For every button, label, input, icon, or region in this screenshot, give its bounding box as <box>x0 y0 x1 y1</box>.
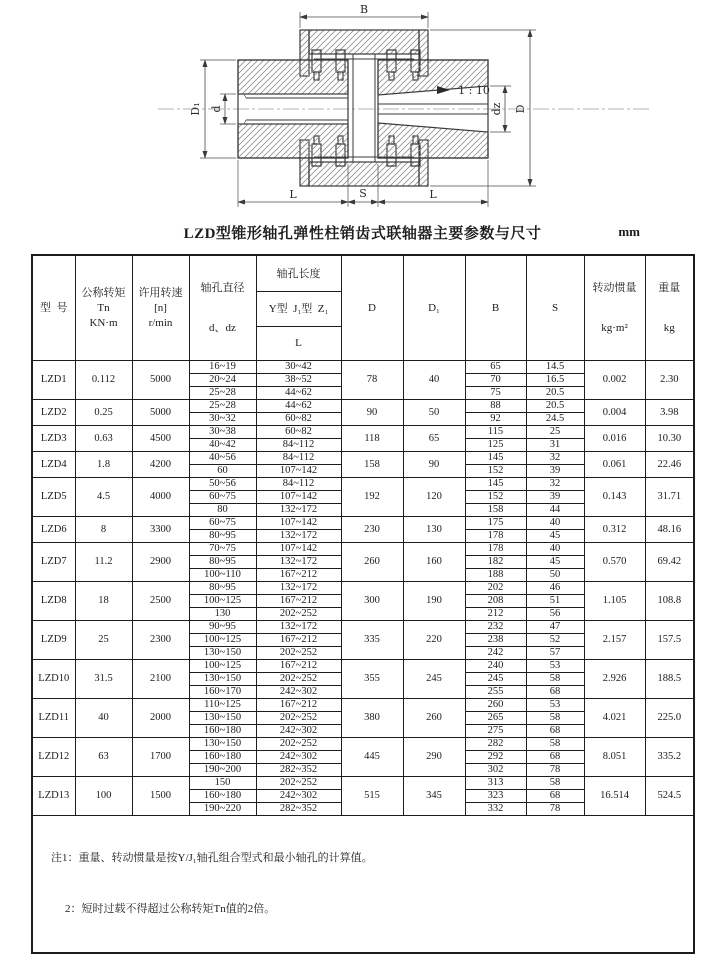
bore-length-cell: 44~62 <box>256 387 341 400</box>
page-title: LZD型锥形轴孔弹性柱销齿式联轴器主要参数与尺寸 <box>183 226 542 242</box>
inertia-cell: 0.312 <box>584 517 645 543</box>
bore-diameter-cell: 190~220 <box>189 803 256 816</box>
dim-d1-cell: 245 <box>403 660 465 699</box>
dim-b-cell: 188 <box>465 569 526 582</box>
dim-b-cell: 152 <box>465 491 526 504</box>
bore-diameter-cell: 130~150 <box>189 647 256 660</box>
speed-cell: 3300 <box>132 517 189 543</box>
dim-b-cell: 275 <box>465 725 526 738</box>
speed-cell: 2900 <box>132 543 189 582</box>
bore-diameter-cell: 40~56 <box>189 452 256 465</box>
table-row <box>32 621 694 634</box>
bore-diameter-cell: 110~125 <box>189 699 256 712</box>
inertia-cell: 0.061 <box>584 452 645 478</box>
bore-length-cell: 202~252 <box>256 777 341 790</box>
inertia-cell: 0.016 <box>584 426 645 452</box>
weight-cell: 69.42 <box>645 543 694 582</box>
dim-d1-cell: 120 <box>403 478 465 517</box>
dim-s-cell: 78 <box>526 764 584 777</box>
bore-length-cell: 132~172 <box>256 504 341 517</box>
dim-b-cell: 260 <box>465 699 526 712</box>
dim-dz-label: dz <box>490 102 503 116</box>
header-weight <box>645 255 694 361</box>
speed-cell: 4200 <box>132 452 189 478</box>
header-torque <box>75 255 132 361</box>
dim-D-label: D <box>514 104 527 114</box>
torque-cell: 18 <box>75 582 132 621</box>
bore-length-cell: 167~212 <box>256 660 341 673</box>
bore-diameter-cell: 30~38 <box>189 426 256 439</box>
dim-d1-cell: 65 <box>403 426 465 452</box>
torque-cell: 25 <box>75 621 132 660</box>
dim-s-cell: 16.5 <box>526 374 584 387</box>
weight-cell: 3.98 <box>645 400 694 426</box>
header-S: S <box>526 255 584 361</box>
torque-cell: 0.63 <box>75 426 132 452</box>
torque-cell: 11.2 <box>75 543 132 582</box>
speed-cell: 4500 <box>132 426 189 452</box>
bore-length-cell: 202~252 <box>256 712 341 725</box>
bore-length-cell: 60~82 <box>256 413 341 426</box>
bore-length-cell: 167~212 <box>256 634 341 647</box>
bore-diameter-cell: 160~180 <box>189 790 256 803</box>
dim-s-cell: 68 <box>526 790 584 803</box>
bore-diameter-cell: 40~42 <box>189 439 256 452</box>
dim-s-cell: 40 <box>526 543 584 556</box>
header-torque-line1: 公称转矩 <box>81 287 126 299</box>
bore-diameter-cell: 190~200 <box>189 764 256 777</box>
header-bore-diameter-line1: 轴孔直径 <box>200 282 245 294</box>
bore-length-cell: 282~352 <box>256 803 341 816</box>
model-cell: LZD13 <box>32 777 75 816</box>
dim-s-cell: 52 <box>526 634 584 647</box>
header-weight-line2: kg <box>663 322 675 334</box>
header-bore-diameter-line2: d、dz <box>209 322 236 334</box>
weight-cell: 2.30 <box>645 361 694 400</box>
bore-length-cell: 167~212 <box>256 595 341 608</box>
table-row <box>32 517 694 530</box>
bore-length-cell: 282~352 <box>256 764 341 777</box>
bore-diameter-cell: 130~150 <box>189 673 256 686</box>
dim-s-cell: 40 <box>526 517 584 530</box>
sleeve-top-band <box>309 30 419 54</box>
note-1: 注1：重量、转动惯量是按Y/J₁轴孔组合型式和最小轴孔的计算值。 <box>51 852 373 864</box>
dim-s-cell: 68 <box>526 725 584 738</box>
bore-diameter-cell: 20~24 <box>189 374 256 387</box>
table-row <box>32 426 694 439</box>
table-row <box>32 777 694 790</box>
model-cell: LZD10 <box>32 660 75 699</box>
table-row <box>32 400 694 413</box>
model-cell: LZD6 <box>32 517 75 543</box>
dim-b-cell: 208 <box>465 595 526 608</box>
dim-b-cell: 255 <box>465 686 526 699</box>
header-speed-line2: [n] <box>154 302 167 314</box>
bore-length-cell: 60~82 <box>256 426 341 439</box>
dim-s-cell: 45 <box>526 530 584 543</box>
dim-s-cell: 53 <box>526 660 584 673</box>
bore-diameter-cell: 80~95 <box>189 556 256 569</box>
header-bore-diameter <box>189 255 256 361</box>
dim-d1-cell: 345 <box>403 777 465 816</box>
dim-s-cell: 68 <box>526 751 584 764</box>
dim-s-cell: 31 <box>526 439 584 452</box>
bore-diameter-cell: 25~28 <box>189 400 256 413</box>
bore-diameter-cell: 60 <box>189 465 256 478</box>
speed-cell: 2500 <box>132 582 189 621</box>
bore-length-cell: 202~252 <box>256 673 341 686</box>
table-row <box>32 543 694 556</box>
dim-s-cell: 58 <box>526 777 584 790</box>
dim-d1-cell: 50 <box>403 400 465 426</box>
dim-d-label: d <box>210 105 223 113</box>
inertia-cell: 2.157 <box>584 621 645 660</box>
unit-label: mm <box>618 224 640 239</box>
bore-diameter-cell: 160~170 <box>189 686 256 699</box>
bore-length-cell: 107~142 <box>256 543 341 556</box>
dim-s-cell: 58 <box>526 673 584 686</box>
bore-diameter-cell: 150 <box>189 777 256 790</box>
dim-d1-cell: 260 <box>403 699 465 738</box>
dim-s-cell: 39 <box>526 465 584 478</box>
dim-s-cell: 44 <box>526 504 584 517</box>
bore-length-cell: 132~172 <box>256 556 341 569</box>
dim-b-cell: 65 <box>465 361 526 374</box>
table-row <box>32 660 694 673</box>
weight-cell: 10.30 <box>645 426 694 452</box>
bore-length-cell: 132~172 <box>256 582 341 595</box>
dim-d1-cell: 190 <box>403 582 465 621</box>
dim-s-cell: 20.5 <box>526 387 584 400</box>
bore-diameter-cell: 80 <box>189 504 256 517</box>
dim-b-cell: 212 <box>465 608 526 621</box>
dim-s-cell: 32 <box>526 478 584 491</box>
dim-s-cell: 24.5 <box>526 413 584 426</box>
dim-s-cell: 32 <box>526 452 584 465</box>
dim-b-cell: 125 <box>465 439 526 452</box>
dim-b-cell: 75 <box>465 387 526 400</box>
dim-d-cell: 78 <box>341 361 403 400</box>
inertia-cell: 0.143 <box>584 478 645 517</box>
dim-d-cell: 158 <box>341 452 403 478</box>
inertia-cell: 8.051 <box>584 738 645 777</box>
dim-d1-cell: 130 <box>403 517 465 543</box>
dim-d-cell: 335 <box>341 621 403 660</box>
model-cell: LZD5 <box>32 478 75 517</box>
speed-cell: 4000 <box>132 478 189 517</box>
dim-b-cell: 323 <box>465 790 526 803</box>
bore-length-cell: 202~252 <box>256 738 341 751</box>
dim-d1-cell: 160 <box>403 543 465 582</box>
dim-L-right-label: L <box>429 188 437 201</box>
bore-length-cell: 30~42 <box>256 361 341 374</box>
header-bore-length: 轴孔长度 <box>256 255 341 292</box>
model-cell: LZD1 <box>32 361 75 400</box>
bore-diameter-cell: 50~56 <box>189 478 256 491</box>
inertia-cell: 2.926 <box>584 660 645 699</box>
header-speed-line3: r/min <box>148 317 173 329</box>
model-cell: LZD2 <box>32 400 75 426</box>
dim-b-cell: 313 <box>465 777 526 790</box>
speed-cell: 2100 <box>132 660 189 699</box>
model-cell: LZD7 <box>32 543 75 582</box>
dim-b-cell: 182 <box>465 556 526 569</box>
bore-diameter-cell: 100~110 <box>189 569 256 582</box>
dim-b-cell: 238 <box>465 634 526 647</box>
bore-length-cell: 84~112 <box>256 452 341 465</box>
torque-cell: 63 <box>75 738 132 777</box>
bore-diameter-cell: 25~28 <box>189 387 256 400</box>
bore-diameter-cell: 100~125 <box>189 660 256 673</box>
torque-cell: 1.8 <box>75 452 132 478</box>
bore-length-cell: 107~142 <box>256 465 341 478</box>
dim-b-cell: 152 <box>465 465 526 478</box>
bore-length-cell: 44~62 <box>256 400 341 413</box>
bore-length-cell: 132~172 <box>256 621 341 634</box>
dim-s-cell: 39 <box>526 491 584 504</box>
model-cell: LZD11 <box>32 699 75 738</box>
dim-d-cell: 380 <box>341 699 403 738</box>
dim-d1-cell: 290 <box>403 738 465 777</box>
inertia-cell: 0.570 <box>584 543 645 582</box>
header-torque-line3: KN·m <box>89 317 118 329</box>
table-row <box>32 452 694 465</box>
dim-L-left-label: L <box>289 188 297 201</box>
coupling-drawing-svg <box>0 0 725 218</box>
bore-diameter-cell: 130~150 <box>189 712 256 725</box>
dim-b-cell: 232 <box>465 621 526 634</box>
bore-length-cell: 107~142 <box>256 491 341 504</box>
inertia-cell: 0.004 <box>584 400 645 426</box>
dim-b-cell: 332 <box>465 803 526 816</box>
bore-diameter-cell: 30~32 <box>189 413 256 426</box>
sleeve-bottom-band <box>309 162 419 186</box>
bore-diameter-cell: 130 <box>189 608 256 621</box>
header-model: 型 号 <box>32 255 75 361</box>
dim-s-cell: 51 <box>526 595 584 608</box>
table-row <box>32 582 694 595</box>
dim-b-cell: 292 <box>465 751 526 764</box>
dim-s-cell: 68 <box>526 686 584 699</box>
bore-length-cell: 107~142 <box>256 517 341 530</box>
dim-d-cell: 118 <box>341 426 403 452</box>
dim-d-cell: 192 <box>341 478 403 517</box>
weight-cell: 48.16 <box>645 517 694 543</box>
note-2: 2：短时过载不得超过公称转矩Tn值的2倍。 <box>65 903 276 915</box>
dim-b-cell: 302 <box>465 764 526 777</box>
dim-b-cell: 178 <box>465 530 526 543</box>
bore-diameter-cell: 100~125 <box>189 634 256 647</box>
table-row <box>32 361 694 374</box>
speed-cell: 5000 <box>132 361 189 400</box>
bore-diameter-cell: 130~150 <box>189 738 256 751</box>
bore-diameter-cell: 100~125 <box>189 595 256 608</box>
dim-d-cell: 230 <box>341 517 403 543</box>
dim-b-cell: 242 <box>465 647 526 660</box>
header-bore-length-types: Y型 J₁型 Z₁ <box>256 292 341 326</box>
inertia-cell: 1.105 <box>584 582 645 621</box>
dim-b-cell: 202 <box>465 582 526 595</box>
dim-d-cell: 355 <box>341 660 403 699</box>
dim-B <box>300 3 428 28</box>
speed-cell: 5000 <box>132 400 189 426</box>
dim-b-cell: 282 <box>465 738 526 751</box>
dim-b-cell: 245 <box>465 673 526 686</box>
dim-D <box>430 30 536 186</box>
dim-d-cell: 260 <box>341 543 403 582</box>
dim-s-cell: 58 <box>526 712 584 725</box>
bore-diameter-cell: 70~75 <box>189 543 256 556</box>
bore-length-cell: 84~112 <box>256 478 341 491</box>
dim-D1-label: D₁ <box>189 102 202 116</box>
torque-cell: 100 <box>75 777 132 816</box>
dim-s-cell: 14.5 <box>526 361 584 374</box>
weight-cell: 31.71 <box>645 478 694 517</box>
dim-d-cell: 90 <box>341 400 403 426</box>
dim-s-cell: 56 <box>526 608 584 621</box>
notes-cell <box>32 816 694 954</box>
dim-d1-cell: 90 <box>403 452 465 478</box>
bore-length-cell: 132~172 <box>256 530 341 543</box>
bore-length-cell: 167~212 <box>256 569 341 582</box>
bore-diameter-cell: 80~95 <box>189 530 256 543</box>
dim-b-cell: 265 <box>465 712 526 725</box>
speed-cell: 2300 <box>132 621 189 660</box>
model-cell: LZD4 <box>32 452 75 478</box>
dim-b-cell: 178 <box>465 543 526 556</box>
dim-s-cell: 47 <box>526 621 584 634</box>
header-row-1 <box>32 255 694 292</box>
bore-diameter-cell: 60~75 <box>189 491 256 504</box>
dim-b-cell: 88 <box>465 400 526 413</box>
bore-length-cell: 242~302 <box>256 790 341 803</box>
model-cell: LZD12 <box>32 738 75 777</box>
table-row <box>32 738 694 751</box>
speed-cell: 1700 <box>132 738 189 777</box>
bore-length-cell: 202~252 <box>256 608 341 621</box>
dim-s-cell: 45 <box>526 556 584 569</box>
dim-s-cell: 57 <box>526 647 584 660</box>
header-D1: D₁ <box>403 255 465 361</box>
inertia-cell: 4.021 <box>584 699 645 738</box>
dim-dz <box>490 86 511 132</box>
bore-length-cell: 242~302 <box>256 725 341 738</box>
taper-ratio-label: 1 : 10 <box>458 84 490 97</box>
speed-cell: 2000 <box>132 699 189 738</box>
dim-b-cell: 240 <box>465 660 526 673</box>
dim-s-cell: 25 <box>526 426 584 439</box>
table-row <box>32 478 694 491</box>
weight-cell: 108.8 <box>645 582 694 621</box>
weight-cell: 22.46 <box>645 452 694 478</box>
model-cell: LZD8 <box>32 582 75 621</box>
dim-b-cell: 115 <box>465 426 526 439</box>
torque-cell: 0.112 <box>75 361 132 400</box>
header-D: D <box>341 255 403 361</box>
dim-b-cell: 145 <box>465 452 526 465</box>
torque-cell: 8 <box>75 517 132 543</box>
dim-s-cell: 78 <box>526 803 584 816</box>
dim-s-cell: 46 <box>526 582 584 595</box>
dim-b-cell: 145 <box>465 478 526 491</box>
dim-b-cell: 70 <box>465 374 526 387</box>
dim-d1-cell: 40 <box>403 361 465 400</box>
bore-diameter-cell: 90~95 <box>189 621 256 634</box>
dim-b-cell: 175 <box>465 517 526 530</box>
header-bore-length-l: L <box>256 326 341 360</box>
dim-s-cell: 50 <box>526 569 584 582</box>
dim-s-cell: 20.5 <box>526 400 584 413</box>
torque-cell: 4.5 <box>75 478 132 517</box>
header-speed-line1: 许用转速 <box>138 287 183 299</box>
notes-row <box>32 816 694 954</box>
bore-diameter-cell: 160~180 <box>189 725 256 738</box>
speed-cell: 1500 <box>132 777 189 816</box>
model-cell: LZD9 <box>32 621 75 660</box>
bore-diameter-cell: 60~75 <box>189 517 256 530</box>
weight-cell: 524.5 <box>645 777 694 816</box>
dim-d-cell: 515 <box>341 777 403 816</box>
weight-cell: 157.5 <box>645 621 694 660</box>
dim-d-cell: 445 <box>341 738 403 777</box>
inertia-cell: 0.002 <box>584 361 645 400</box>
weight-cell: 188.5 <box>645 660 694 699</box>
coupling-section-drawing <box>0 0 725 218</box>
bore-diameter-cell: 80~95 <box>189 582 256 595</box>
dim-S-label: S <box>359 187 367 200</box>
bore-length-cell: 84~112 <box>256 439 341 452</box>
header-weight-line1: 重量 <box>658 282 681 294</box>
bore-length-cell: 242~302 <box>256 686 341 699</box>
torque-cell: 40 <box>75 699 132 738</box>
dim-s-cell: 53 <box>526 699 584 712</box>
header-inertia-line1: 转动惯量 <box>592 282 637 294</box>
weight-cell: 225.0 <box>645 699 694 738</box>
bore-length-cell: 202~252 <box>256 647 341 660</box>
parameters-table <box>31 254 695 954</box>
torque-cell: 0.25 <box>75 400 132 426</box>
dim-s-cell: 58 <box>526 738 584 751</box>
dim-b-cell: 158 <box>465 504 526 517</box>
dim-d1-cell: 220 <box>403 621 465 660</box>
dim-B-label: B <box>359 3 369 16</box>
model-cell: LZD3 <box>32 426 75 452</box>
bore-diameter-cell: 16~19 <box>189 361 256 374</box>
table-row <box>32 699 694 712</box>
torque-cell: 31.5 <box>75 660 132 699</box>
bore-length-cell: 242~302 <box>256 751 341 764</box>
dim-b-cell: 92 <box>465 413 526 426</box>
header-inertia <box>584 255 645 361</box>
weight-cell: 335.2 <box>645 738 694 777</box>
bore-length-cell: 38~52 <box>256 374 341 387</box>
header-B: B <box>465 255 526 361</box>
title-row <box>0 222 725 248</box>
dim-d-cell: 300 <box>341 582 403 621</box>
header-inertia-line2: kg·m² <box>601 322 628 334</box>
inertia-cell: 16.514 <box>584 777 645 816</box>
bore-length-cell: 167~212 <box>256 699 341 712</box>
bore-diameter-cell: 160~180 <box>189 751 256 764</box>
header-torque-line2: Tn <box>97 302 110 314</box>
header-speed <box>132 255 189 361</box>
